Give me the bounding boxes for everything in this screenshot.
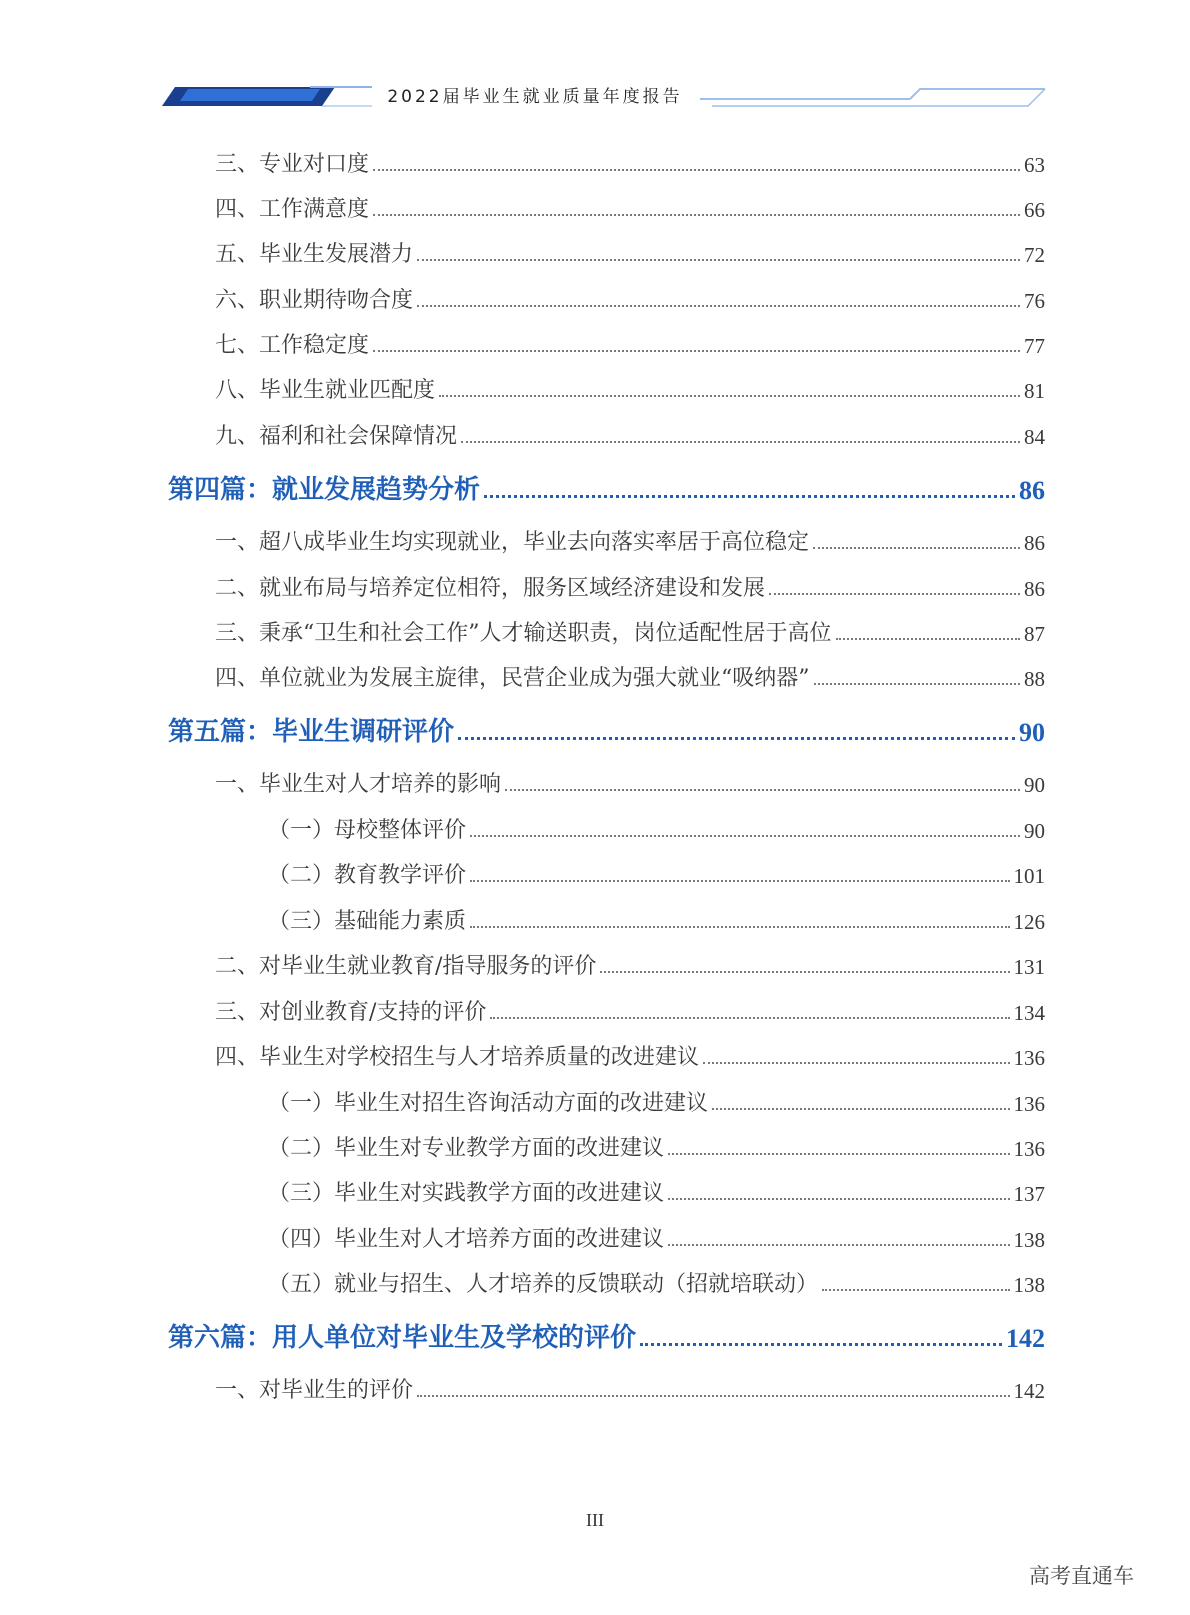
toc-entry[interactable] xyxy=(268,903,1045,935)
toc-leader-dots xyxy=(458,737,1015,740)
toc-entry[interactable] xyxy=(215,372,1045,404)
toc-leader-dots xyxy=(461,441,1020,443)
toc-leader-dots xyxy=(417,259,1020,261)
toc-entry-page: 126 xyxy=(1013,910,1045,934)
toc-entry-label: 一、超八成毕业生均实现就业，毕业去向落实率居于高位稳定 xyxy=(215,530,810,555)
toc-entry-label: 二、就业布局与培养定位相符，服务区域经济建设和发展 xyxy=(215,576,766,601)
toc-leader-dots xyxy=(373,350,1020,352)
toc-entry[interactable] xyxy=(268,1085,1045,1117)
toc-leader-dots xyxy=(712,1108,1009,1110)
toc-entry[interactable] xyxy=(215,994,1045,1026)
toc-entry[interactable] xyxy=(215,524,1045,556)
toc-entry-page: 88 xyxy=(1024,667,1045,691)
toc-entry-label: 第五篇：毕业生调研评价 xyxy=(168,717,455,747)
toc-entry-page: 63 xyxy=(1024,153,1045,177)
toc-entry-page: 87 xyxy=(1024,622,1045,646)
toc-leader-dots xyxy=(484,495,1015,498)
toc-entry-page: 86 xyxy=(1019,476,1045,505)
toc-leader-dots xyxy=(640,1343,1002,1346)
toc-entry-page: 101 xyxy=(1013,864,1045,888)
toc-entry[interactable] xyxy=(215,766,1045,798)
toc-entry-page: 136 xyxy=(1013,1046,1045,1070)
toc-entry[interactable] xyxy=(268,857,1045,889)
toc-entry-page: 66 xyxy=(1024,198,1045,222)
toc-entry-page: 72 xyxy=(1024,243,1045,267)
toc-entry-label: （一）母校整体评价 xyxy=(268,818,467,843)
toc-entry[interactable] xyxy=(268,1175,1045,1207)
toc-entry-page: 136 xyxy=(1013,1092,1045,1116)
toc-leader-dots xyxy=(470,835,1020,837)
report-title: 2022届毕业生就业质量年度报告 xyxy=(387,87,683,107)
toc-entry[interactable] xyxy=(215,1039,1045,1071)
toc-entry-page: 77 xyxy=(1024,334,1045,358)
toc-entry-page: 76 xyxy=(1024,289,1045,313)
toc-entry-page: 90 xyxy=(1024,773,1045,797)
toc-leader-dots xyxy=(836,638,1021,640)
toc-leader-dots xyxy=(668,1198,1009,1200)
toc-entry-label: 八、毕业生就业匹配度 xyxy=(215,378,436,403)
toc-entry-label: （五）就业与招生、人才培养的反馈联动（招就培联动） xyxy=(268,1272,819,1297)
toc-entry-label: （三）毕业生对实践教学方面的改进建议 xyxy=(268,1181,665,1206)
toc-entry-label: （三）基础能力素质 xyxy=(268,909,467,934)
toc-entry-label: 二、对毕业生就业教育/指导服务的评价 xyxy=(215,954,597,979)
toc-entry-label: 四、工作满意度 xyxy=(215,197,370,222)
toc-leader-dots xyxy=(470,926,1009,928)
toc-leader-dots xyxy=(600,971,1009,973)
toc-entry-label: 六、职业期待吻合度 xyxy=(215,288,414,313)
toc-leader-dots xyxy=(470,880,1009,882)
toc-entry-page: 131 xyxy=(1013,955,1045,979)
toc-leader-dots xyxy=(439,395,1020,397)
toc-entry[interactable] xyxy=(268,1266,1045,1298)
toc-entry[interactable] xyxy=(268,812,1045,844)
toc-entry-page: 142 xyxy=(1006,1324,1045,1353)
toc-entry-page: 137 xyxy=(1013,1182,1045,1206)
toc-entry-label: （二）教育教学评价 xyxy=(268,863,467,888)
watermark-text: 高考直通车 xyxy=(1029,1564,1134,1588)
toc-entry-label: 四、单位就业为发展主旋律，民营企业成为强大就业“吸纳器” xyxy=(215,666,810,691)
toc-entry-label: 第六篇：用人单位对毕业生及学校的评价 xyxy=(168,1323,637,1353)
toc-leader-dots xyxy=(417,1395,1009,1397)
toc-entry-page: 136 xyxy=(1013,1137,1045,1161)
page-number: III xyxy=(586,1510,604,1530)
toc-part-entry[interactable] xyxy=(168,470,1045,506)
toc-entry-page: 86 xyxy=(1024,531,1045,555)
toc-entry[interactable] xyxy=(215,236,1045,268)
toc-entry-label: 四、毕业生对学校招生与人才培养质量的改进建议 xyxy=(215,1045,700,1070)
toc-leader-dots xyxy=(813,547,1020,549)
toc-entry[interactable] xyxy=(215,146,1045,178)
toc-entry[interactable] xyxy=(215,615,1045,647)
toc-leader-dots xyxy=(668,1153,1009,1155)
toc-entry-label: 五、毕业生发展潜力 xyxy=(215,242,414,267)
toc-entry-label: 一、毕业生对人才培养的影响 xyxy=(215,772,502,797)
toc-entry[interactable] xyxy=(215,948,1045,980)
toc-leader-dots xyxy=(505,789,1020,791)
toc-leader-dots xyxy=(769,593,1020,595)
toc-entry[interactable] xyxy=(215,570,1045,602)
toc-entry-page: 81 xyxy=(1024,379,1045,403)
toc-leader-dots xyxy=(417,305,1020,307)
toc-entry[interactable] xyxy=(215,1372,1045,1404)
toc-entry-label: （一）毕业生对招生咨询活动方面的改进建议 xyxy=(268,1091,709,1116)
toc-leader-dots xyxy=(814,683,1021,685)
toc-entry[interactable] xyxy=(215,282,1045,314)
toc-entry-page: 90 xyxy=(1024,819,1045,843)
toc-entry-page: 142 xyxy=(1013,1379,1045,1403)
toc-entry-page: 134 xyxy=(1013,1001,1045,1025)
toc-part-entry[interactable] xyxy=(168,712,1045,748)
toc-entry-page: 138 xyxy=(1013,1273,1045,1297)
toc-entry-label: 七、工作稳定度 xyxy=(215,333,370,358)
toc-entry-label: 第四篇：就业发展趋势分析 xyxy=(168,475,481,505)
toc-leader-dots xyxy=(490,1017,1009,1019)
toc-entry-page: 86 xyxy=(1024,577,1045,601)
toc-entry[interactable] xyxy=(215,660,1045,692)
toc-leader-dots xyxy=(822,1289,1009,1291)
toc-leader-dots xyxy=(373,214,1020,216)
toc-entry-label: （二）毕业生对专业教学方面的改进建议 xyxy=(268,1136,665,1161)
toc-entry-label: 三、对创业教育/支持的评价 xyxy=(215,1000,487,1025)
toc-entry[interactable] xyxy=(268,1130,1045,1162)
toc-entry-page: 138 xyxy=(1013,1228,1045,1252)
toc-entry[interactable] xyxy=(268,1221,1045,1253)
toc-entry-label: 九、福利和社会保障情况 xyxy=(215,424,458,449)
toc-entry[interactable] xyxy=(215,418,1045,450)
toc-leader-dots xyxy=(668,1244,1009,1246)
toc-leader-dots xyxy=(703,1062,1009,1064)
toc-entry-page: 84 xyxy=(1024,425,1045,449)
toc-entry[interactable] xyxy=(215,191,1045,223)
toc-entry-page: 90 xyxy=(1019,718,1045,747)
toc-entry[interactable] xyxy=(215,327,1045,359)
toc-entry-label: 三、专业对口度 xyxy=(215,152,370,177)
toc-entry-label: 三、秉承“卫生和社会工作”人才输送职责，岗位适配性居于高位 xyxy=(215,621,832,646)
toc-leader-dots xyxy=(373,169,1020,171)
toc-part-entry[interactable] xyxy=(168,1318,1045,1354)
toc-entry-label: （四）毕业生对人才培养方面的改进建议 xyxy=(268,1227,665,1252)
toc-entry-label: 一、对毕业生的评价 xyxy=(215,1378,414,1403)
